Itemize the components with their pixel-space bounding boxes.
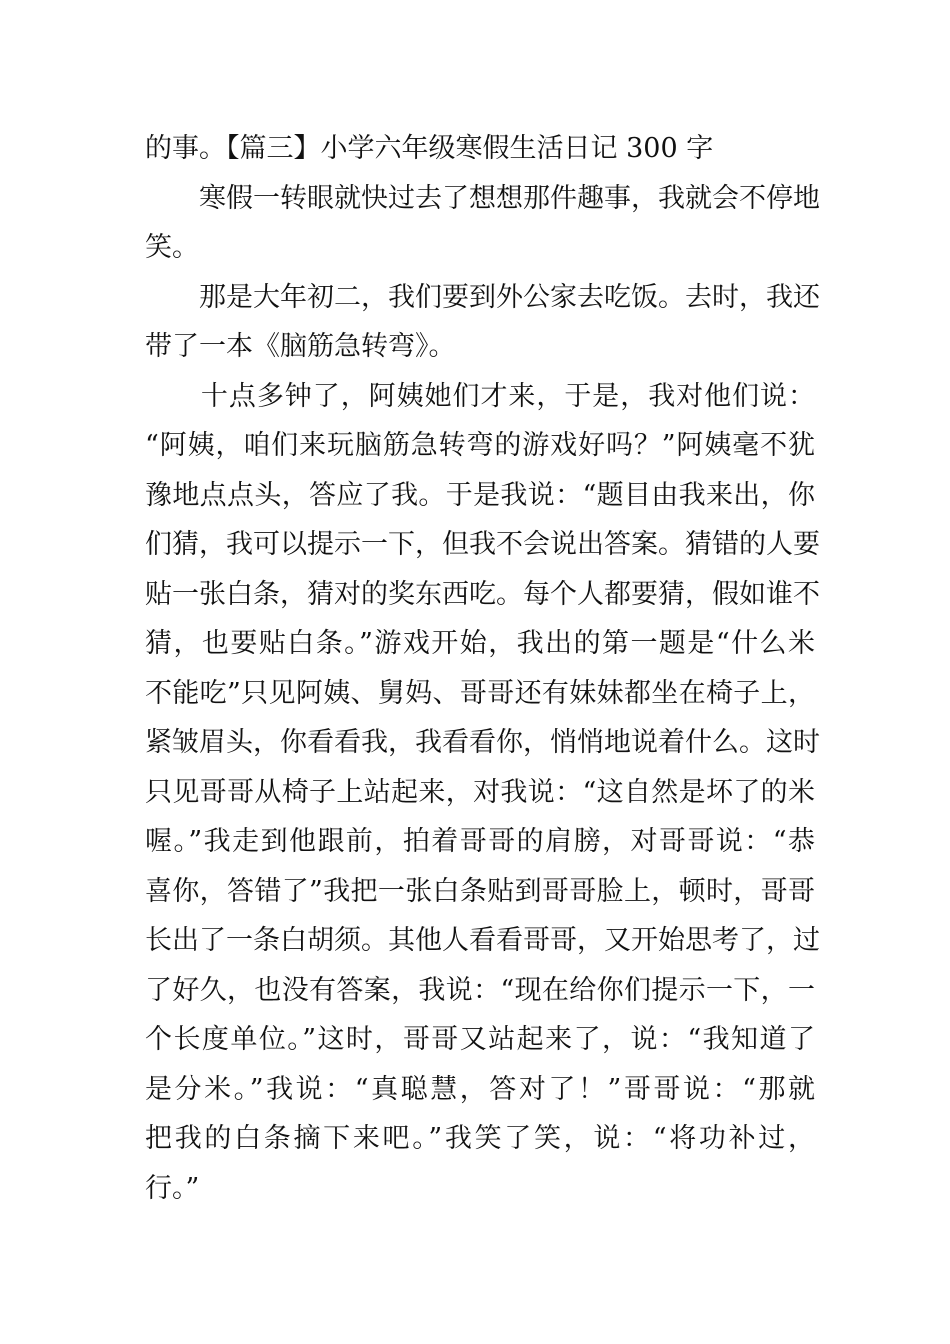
text-line: 的事。【篇三】小学六年级寒假生活日记 300 字 bbox=[145, 133, 714, 164]
text-line: 不能吃”只见阿姨、舅妈、哥哥还有妹妹都坐在椅子上， bbox=[145, 677, 815, 709]
text-line: 们猜，我可以提示一下，但我不会说出答案。猜错的人要 bbox=[145, 529, 820, 560]
text-line: 紧皱眉头，你看看我，我看看你，悄悄地说着什么。这时 bbox=[145, 727, 820, 758]
text-line: 个长度单位。”这时，哥哥又站起来了，说：“我知道了 bbox=[145, 1024, 815, 1055]
text-line: 猜，也要贴白条。”游戏开始，我出的第一题是“什么米 bbox=[145, 628, 815, 659]
text-line: 那是大年初二，我们要到外公家去吃饭。去时，我还 bbox=[145, 281, 820, 313]
diary-text bbox=[145, 124, 820, 1213]
text-line: 行。” bbox=[145, 1172, 200, 1204]
text-line: 喜你，答错了”我把一张白条贴到哥哥脸上，顿时，哥哥 bbox=[145, 875, 815, 907]
text-line: 了好久，也没有答案，我说：“现在给你们提示一下，一 bbox=[145, 974, 815, 1006]
text-line: 十点多钟了，阿姨她们才来，于是，我对他们说： bbox=[145, 380, 815, 412]
text-line: “阿姨，咱们来玩脑筋急转弯的游戏好吗？”阿姨毫不犹 bbox=[145, 430, 815, 461]
text-line: 豫地点点头，答应了我。于是我说：“题目由我来出，你 bbox=[145, 479, 815, 511]
text-line: 喔。”我走到他跟前，拍着哥哥的肩膀，对哥哥说：“恭 bbox=[145, 826, 815, 857]
text-line: 是分米。”我说：“真聪慧，答对了！”哥哥说：“那就 bbox=[145, 1073, 815, 1105]
text-line: 贴一张白条，猜对的奖东西吃。每个人都要猜，假如谁不 bbox=[145, 578, 820, 610]
text-line: 笑。 bbox=[145, 232, 199, 263]
text-line: 寒假一转眼就快过去了想想那件趣事，我就会不停地 bbox=[145, 182, 820, 214]
text-line: 只见哥哥从椅子上站起来，对我说：“这自然是坏了的米 bbox=[145, 776, 815, 808]
text-line: 长出了一条白胡须。其他人看看哥哥，又开始思考了，过 bbox=[145, 925, 820, 956]
text-line: 带了一本《脑筋急转弯》。 bbox=[145, 331, 456, 362]
text-line: 把我的白条摘下来吧。”我笑了笑，说：“将功补过， bbox=[145, 1123, 815, 1154]
